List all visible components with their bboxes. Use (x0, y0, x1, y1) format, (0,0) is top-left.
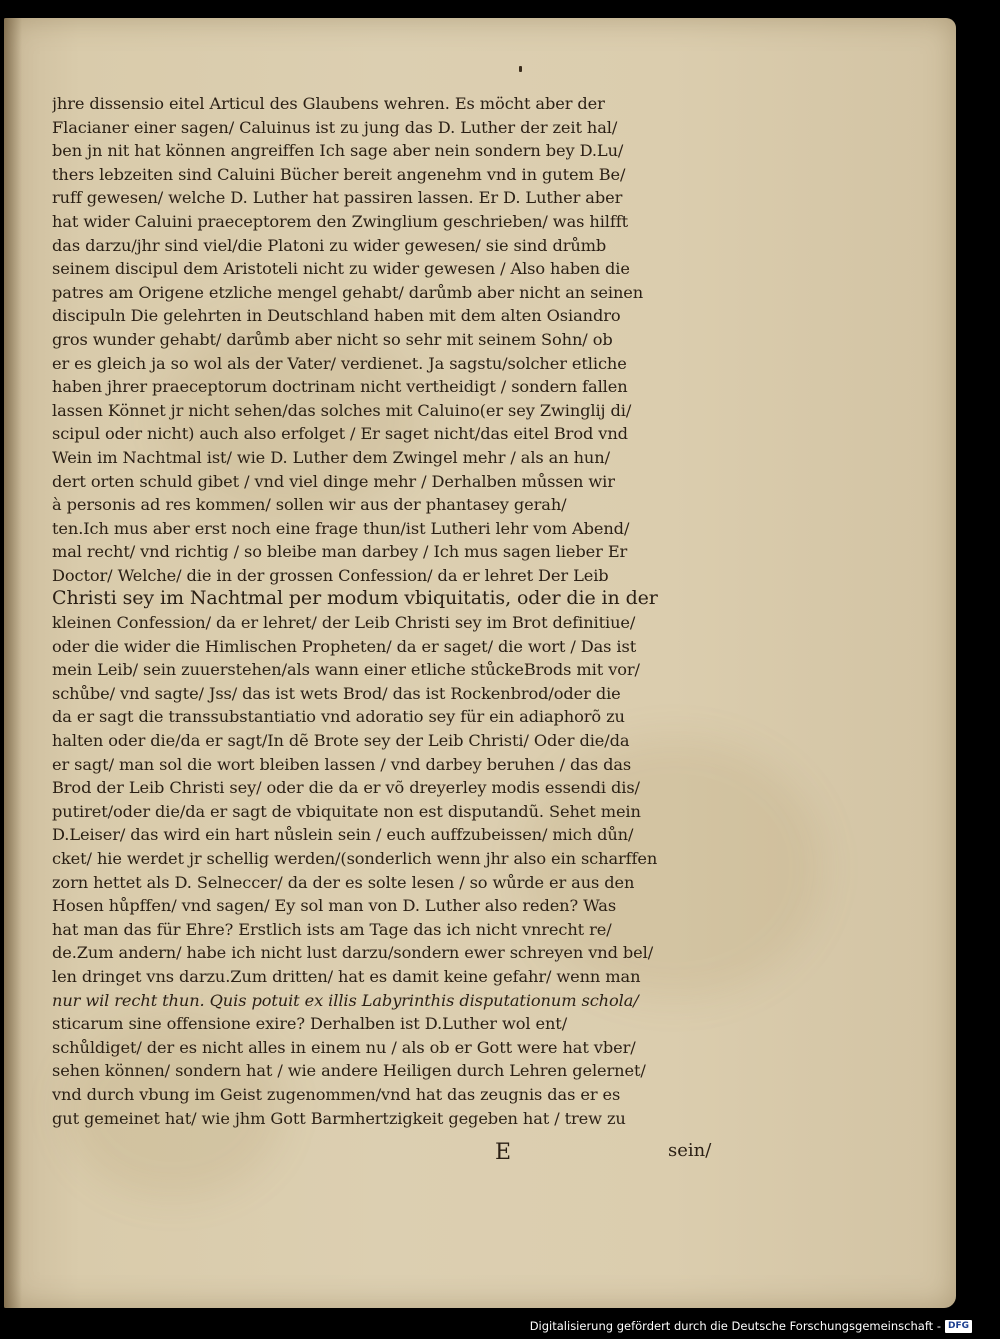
page-body-text (52, 92, 742, 1130)
text-line: thers lebzeiten sind Caluini Bücher bereit angenehm vnd in gutem Be/ (52, 164, 626, 184)
text-line: gros wunder gehabt/ darůmb aber nicht so sehr mit seinem Sohn/ ob (52, 329, 613, 349)
text-line: gut gemeinet hat/ wie jhm Gott Barmhertzigkeit gegeben hat / trew zu (52, 1108, 626, 1128)
text-line: kleinen Confession/ da er lehret/ der Leib Christi sey im Brot definitiue/ (52, 613, 636, 633)
text-line: er sagt/ man sol die wort bleiben lassen / vnd darbey beruhen / das das (52, 754, 632, 774)
ink-mark (519, 66, 522, 72)
text-line: ben jn nit hat können angreiffen Ich sage aber nein sondern bey D.Lu/ (52, 141, 624, 161)
text-line: hat man das für Ehre? Erstlich ists am Tage das ich nicht vnrecht re/ (52, 919, 612, 939)
text-line: putiret/oder die/da er sagt de vbiquitate non est disputandũ. Sehet mein (52, 801, 641, 821)
text-line: Doctor/ Welche/ die in der grossen Confession/ da er lehret Der Leib (52, 565, 609, 585)
funding-credit: Digitalisierung gefördert durch die Deutsche Forschungsgemeinschaft - (529, 1319, 941, 1333)
text-line: lassen Könnet jr nicht sehen/das solches mit Caluino(er sey Zwinglij di/ (52, 400, 632, 420)
text-line: seinem discipul dem Aristoteli nicht zu wider gewesen / Also haben die (52, 259, 630, 279)
text-line: halten oder die/da er sagt/In dẽ Brote sey der Leib Christi/ Oder die/da (52, 731, 630, 751)
text-line: Hosen hůpffen/ vnd sagen/ Ey sol man von D. Luther also reden? Was (52, 896, 617, 916)
text-line: mal recht/ vnd richtig / so bleibe man darbey / Ich mus sagen lieber Er (52, 542, 628, 562)
text-line: len dringet vns darzu.Zum dritten/ hat es damit keine gefahr/ wenn man (52, 966, 641, 986)
text-line: jhre dissensio eitel Articul des Glaubens wehren. Es möcht aber der (52, 94, 605, 113)
text-line: sticarum sine offensione exire? Derhalben ist D.Luther wol ent/ (52, 1014, 568, 1034)
text-line: zorn hettet als D. Selneccer/ da der es solte lesen / so wůrde er aus den (52, 872, 635, 892)
text-line: ruff gewesen/ welche D. Luther hat passiren lassen. Er D. Luther aber (52, 188, 623, 208)
text-line: oder die wider die Himlischen Propheten/ da er saget/ die wort / Das ist (52, 636, 637, 656)
text-line: dert orten schuld gibet / vnd viel dinge mehr / Derhalben můssen wir (52, 471, 615, 491)
text-line: nur wil recht thun. Quis potuit ex illis Labyrinthis disputationum schola/ (52, 990, 639, 1010)
text-line: Wein im Nachtmal ist/ wie D. Luther dem Zwingel mehr / als an hun/ (52, 447, 610, 467)
text-line: mein Leib/ sein zuuerstehen/als wann einer etliche stůckeBrods mit vor/ (52, 660, 640, 680)
text-line: hat wider Caluini praeceptorem den Zwinglium geschrieben/ was hilfft (52, 211, 629, 231)
text-line: discipuln Die gelehrten in Deutschland haben mit dem alten Osiandro (52, 306, 621, 326)
text-line: Christi sey im Nachtmal per modum vbiquitatis, oder die in der (52, 587, 658, 610)
page-gutter-shadow (4, 18, 22, 1308)
text-line: schůbe/ vnd sagte/ Jss/ das ist wets Brod/ das ist Rockenbrod/oder die (52, 683, 621, 703)
text-line: de.Zum andern/ habe ich nicht lust darzu/sondern ewer schreyen vnd bel/ (52, 943, 654, 963)
signature-mark: E (495, 1140, 512, 1165)
text-line: schůldiget/ der es nicht alles in einem nu / als ob er Gott were hat vber/ (52, 1037, 636, 1057)
text-line: à personis ad res kommen/ sollen wir aus der phantasey gerah/ (52, 495, 567, 515)
text-line: vnd durch vbung im Geist zugenommen/vnd hat das zeugnis das er es (52, 1084, 621, 1104)
catchword: sein/ (668, 1140, 712, 1161)
text-line: cket/ hie werdet jr schellig werden/(sonderlich wenn jhr also ein scharffen (52, 849, 658, 868)
text-line: ten.Ich mus aber erst noch eine frage thun/ist Lutheri lehr vom Abend/ (52, 518, 630, 538)
text-line: Brod der Leib Christi sey/ oder die da er võ dreyerley modis essendi dis/ (52, 778, 640, 798)
text-line: sehen können/ sondern hat / wie andere Heiligen durch Lehren gelernet/ (52, 1061, 646, 1081)
dfg-logo: DFG (945, 1320, 972, 1333)
text-line: er es gleich ja so wol als der Vater/ verdienet. Ja sagstu/solcher etliche (52, 353, 627, 373)
text-line: haben jhrer praeceptorum doctrinam nicht vertheidigt / sondern fallen (52, 377, 628, 397)
text-line: da er sagt die transsubstantiatio vnd adoratio sey für ein adiaphorõ zu (52, 707, 625, 727)
text-line: scipul oder nicht) auch also erfolget / Er saget nicht/das eitel Brod vnd (52, 424, 628, 444)
text-line: Flacianer einer sagen/ Caluinus ist zu jung das D. Luther der zeit hal/ (52, 117, 618, 137)
funding-footer (530, 1318, 972, 1334)
text-line: D.Leiser/ das wird ein hart nůslein sein / euch auffzubeissen/ mich důn/ (52, 825, 634, 845)
text-line: das darzu/jhr sind viel/die Platoni zu wider gewesen/ sie sind drůmb (52, 235, 607, 255)
text-line: patres am Origene etzliche mengel gehabt/ darůmb aber nicht an seinen (52, 282, 644, 302)
